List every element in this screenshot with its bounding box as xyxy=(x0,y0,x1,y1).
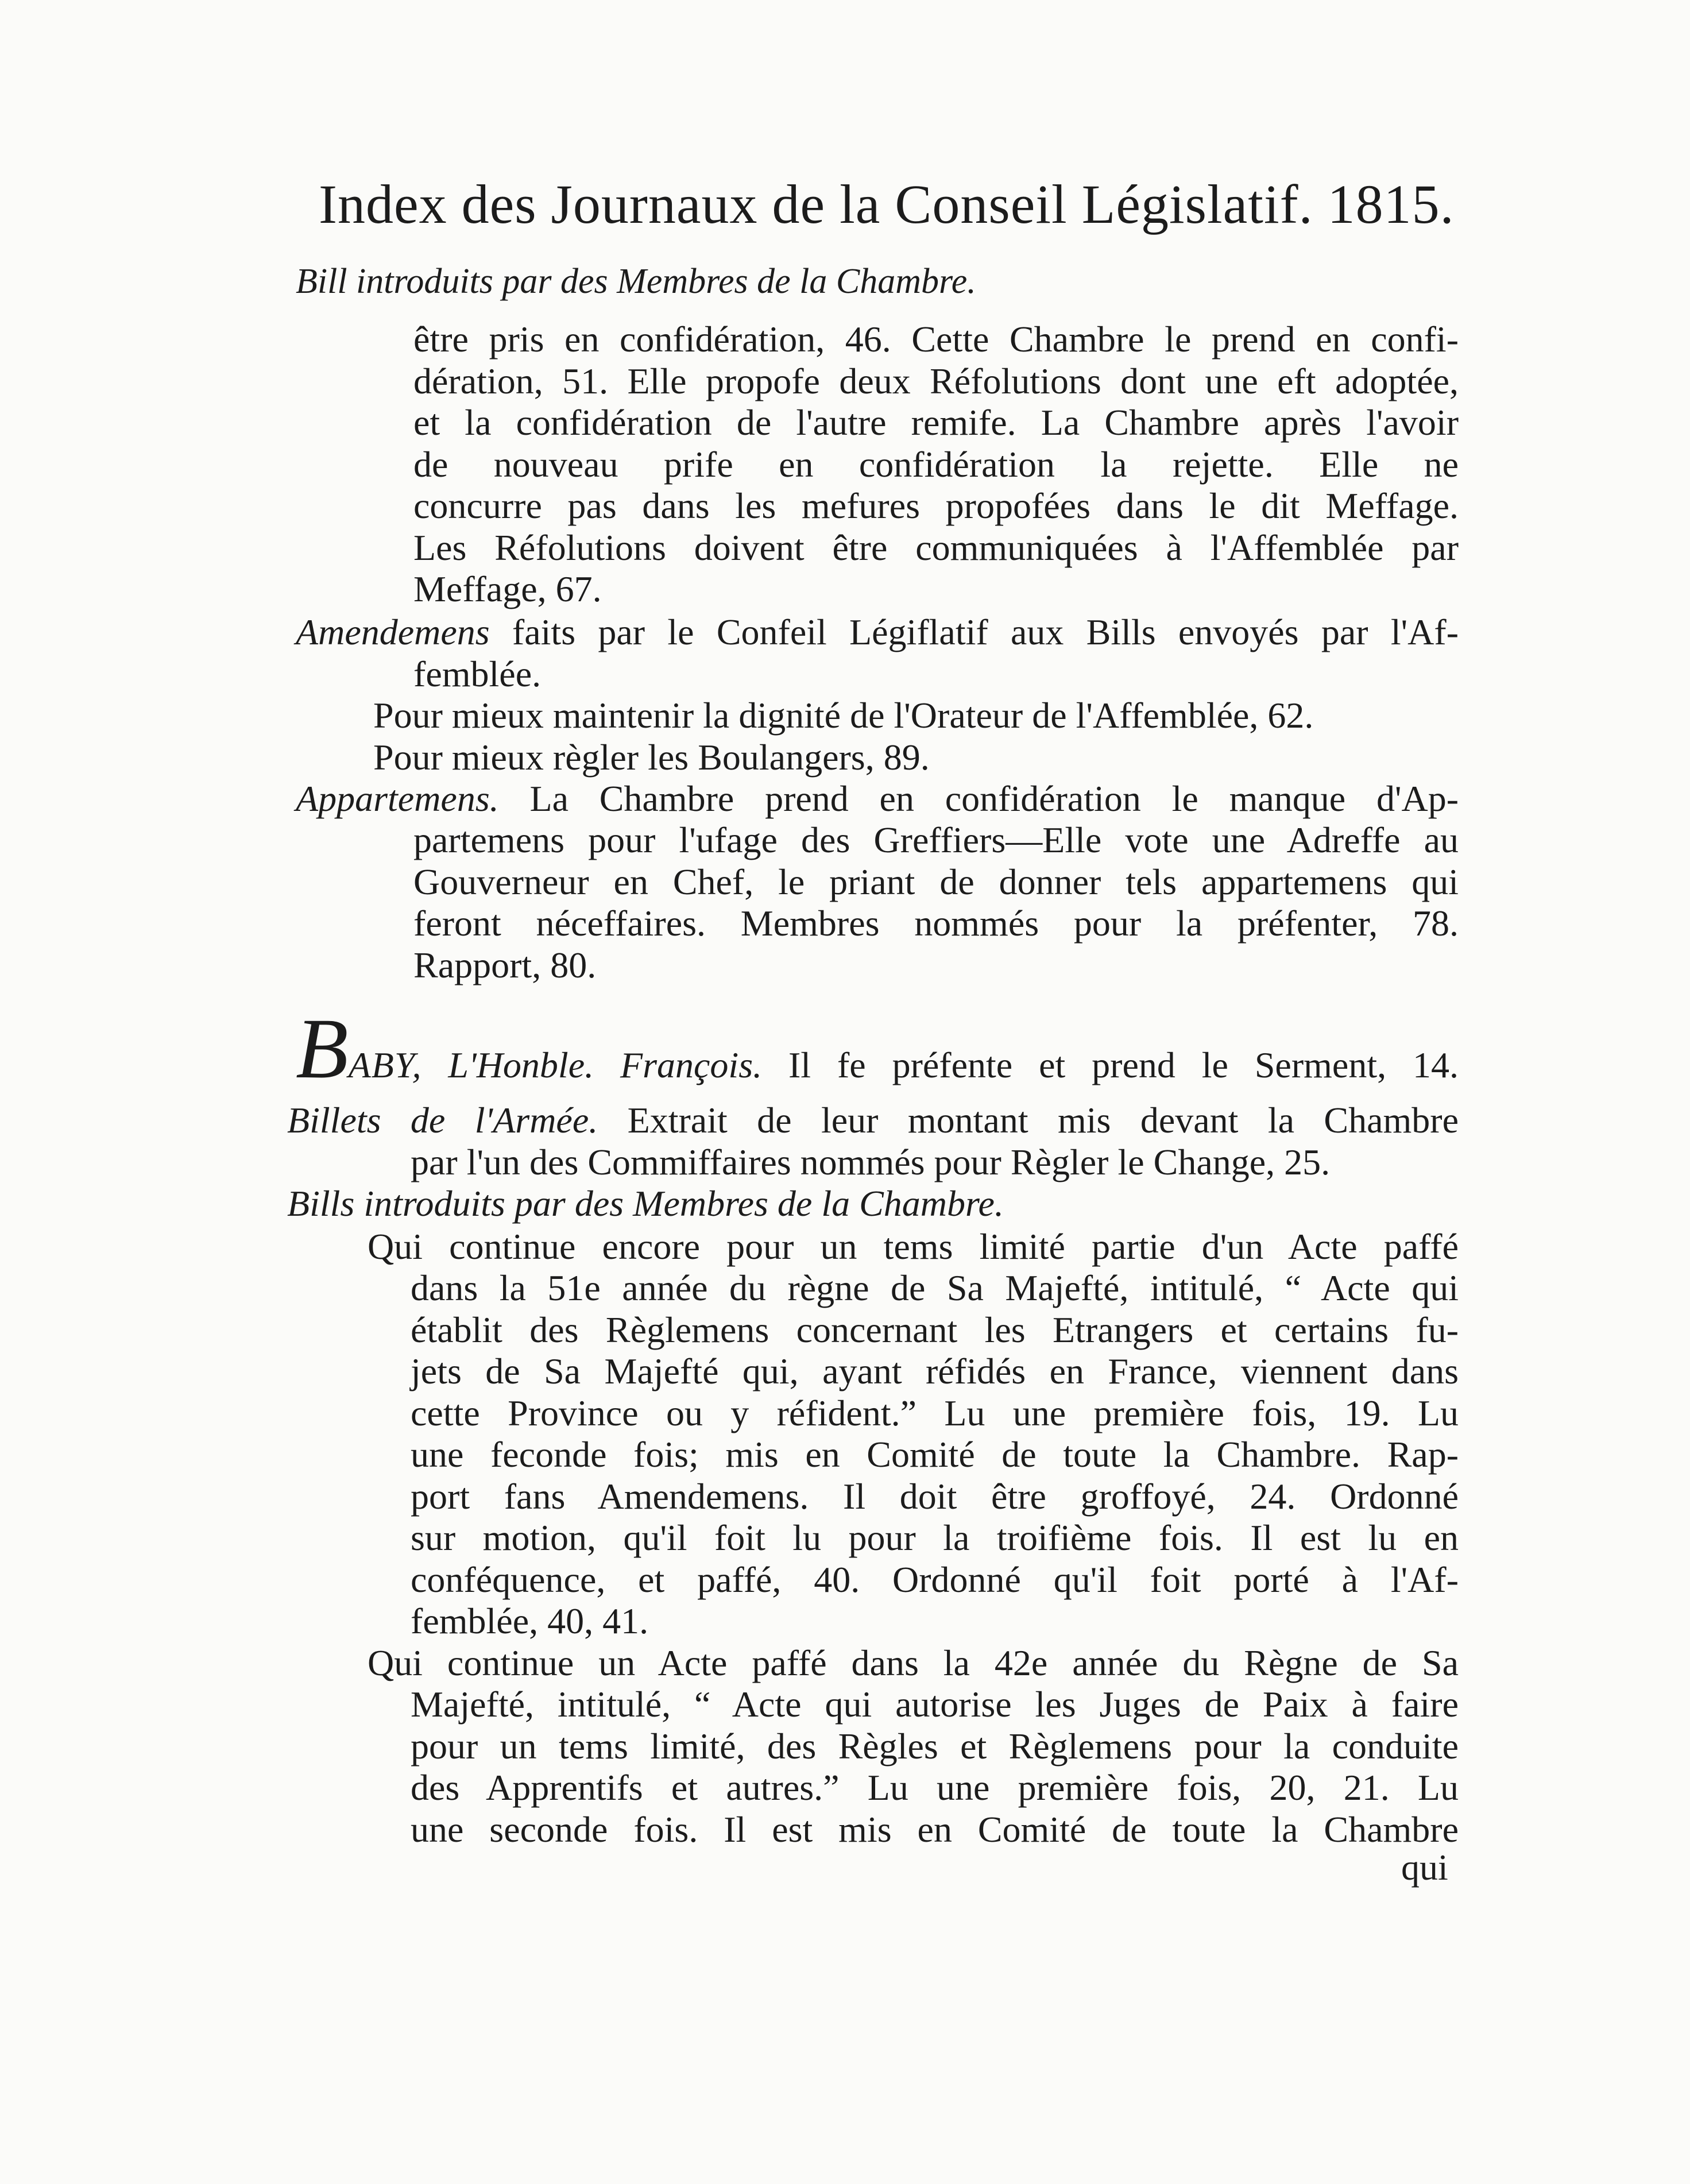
entry-text: Extrait de leur montant mis devant la Chambre xyxy=(598,1100,1459,1141)
text-line: dération, 51. Elle propofe deux Réfolutions dont une eft adoptée, xyxy=(413,360,1459,401)
text-line: Majefté, intitulé, “ Acte qui autorise les Juges de Paix à faire xyxy=(411,1684,1459,1725)
bill-entry-second-body xyxy=(411,1684,1459,1850)
entry-appartemens xyxy=(296,778,1459,820)
text-line: port fans Amendemens. Il doit être groffoyé, 24. Ordonné xyxy=(411,1475,1459,1517)
appartemens-lines xyxy=(413,820,1459,986)
text-line: par l'un des Commiffaires nommés pour Règler le Change, 25. xyxy=(411,1141,1331,1182)
text-line: dans la 51e année du règne de Sa Majefté, intitulé, “ Acte qui xyxy=(411,1267,1459,1308)
text-line: Qui continue encore pour un tems limité partie d'un Acte paffé xyxy=(368,1226,1459,1267)
list-item: Pour mieux maintenir la dignité de l'Orateur de l'Affemblée, 62. xyxy=(373,695,1314,736)
text-line: conféquence, et paffé, 40. Ordonné qu'il foit porté à l'Af- xyxy=(411,1559,1459,1600)
text-line: Qui continue un Acte paffé dans la 42e année du Règne de Sa xyxy=(368,1642,1459,1683)
catchword: qui xyxy=(1401,1847,1448,1888)
text-line: sur motion, qu'il foit lu pour la troifième fois. Il est lu en xyxy=(411,1517,1459,1558)
drop-cap: B xyxy=(296,1001,349,1096)
text-line: Les Réfolutions doivent être communiquées à l'Affemblée par xyxy=(413,527,1459,568)
text-line: Meffage, 67. xyxy=(413,569,602,609)
entry-text: faits par le Confeil Légiflatif aux Bills envoyés par l'Af- xyxy=(489,612,1459,652)
text-line: de nouveau prife en confidération la rejette. Elle ne xyxy=(413,443,1459,485)
entry-text: La Chambre prend en confidération le manque d'Ap- xyxy=(498,778,1459,819)
text-line: une feconde fois; mis en Comité de toute la Chambre. Rap- xyxy=(411,1434,1459,1475)
list-item: Pour mieux règler les Boulangers, 89. xyxy=(373,736,930,778)
entry-heading: Appartemens. xyxy=(296,778,499,819)
entry-first-line xyxy=(296,1001,1459,1096)
text-line: Gouverneur en Chef, le priant de donner tels appartemens qui xyxy=(413,861,1459,902)
running-head: Bill introduits par des Membres de la Chambre. xyxy=(296,262,976,301)
entry-name: L'Honble. François. xyxy=(421,1045,763,1085)
entry-text: Il fe préfente et prend le Serment, 14. xyxy=(762,1045,1459,1085)
text-line: feront néceffaires. Membres nommés pour la préfenter, 78. xyxy=(413,903,1459,944)
text-line: femblée. xyxy=(413,653,542,694)
text-line: être pris en confidération, 46. Cette Chambre le prend en confi- xyxy=(413,319,1459,360)
bill-entry-second xyxy=(368,1642,1459,1684)
entry-first-line xyxy=(296,612,1459,654)
text-line: cette Province ou y réfident.” Lu une première fois, 19. Lu xyxy=(411,1392,1459,1433)
text-line: des Apprentifs et autres.” Lu une première fois, 20, 21. Lu xyxy=(411,1767,1459,1808)
text-line: jets de Sa Majefté qui, ayant réfidés en France, viennent dans xyxy=(411,1351,1459,1391)
entry-billets xyxy=(287,1100,1459,1183)
text-line: femblée, 40, 41. xyxy=(411,1601,649,1641)
text-line: et la confidération de l'autre remife. La Chambre après l'avoir xyxy=(413,402,1459,443)
amendemens-items xyxy=(373,695,1459,778)
entry-first-line xyxy=(287,1100,1459,1142)
bill-entry-first-body xyxy=(411,1267,1459,1642)
entry-amendemens xyxy=(296,612,1459,695)
entry-bills xyxy=(287,1183,1459,1225)
text-line: pour un tems limité, des Règles et Règlemens pour la conduite xyxy=(411,1725,1459,1766)
entry-first-line xyxy=(296,778,1459,820)
entry-heading: Bills introduits par des Membres de la Chambre. xyxy=(287,1183,1004,1224)
page-title: Index des Journaux de la Conseil Législatif. 1815. xyxy=(319,173,1455,235)
entry-baby xyxy=(296,1001,1459,1096)
text-line: Rapport, 80. xyxy=(413,944,597,985)
entry-name-caps: ABY, xyxy=(348,1045,422,1085)
bill-entry-first xyxy=(368,1226,1459,1268)
text-line: établit des Règlemens concernant les Etrangers et certains fu- xyxy=(411,1309,1459,1350)
text-line: concurre pas dans les mefures propofées dans le dit Meffage. xyxy=(413,485,1459,526)
continuation-block xyxy=(413,319,1459,610)
text-line: une seconde fois. Il est mis en Comité de toute la Chambre xyxy=(411,1808,1459,1850)
entry-heading: Billets de l'Armée. xyxy=(287,1100,598,1141)
text-line: partemens pour l'ufage des Greffiers—Elle vote une Adreffe au xyxy=(413,820,1459,860)
entry-heading: Amendemens xyxy=(296,612,490,652)
